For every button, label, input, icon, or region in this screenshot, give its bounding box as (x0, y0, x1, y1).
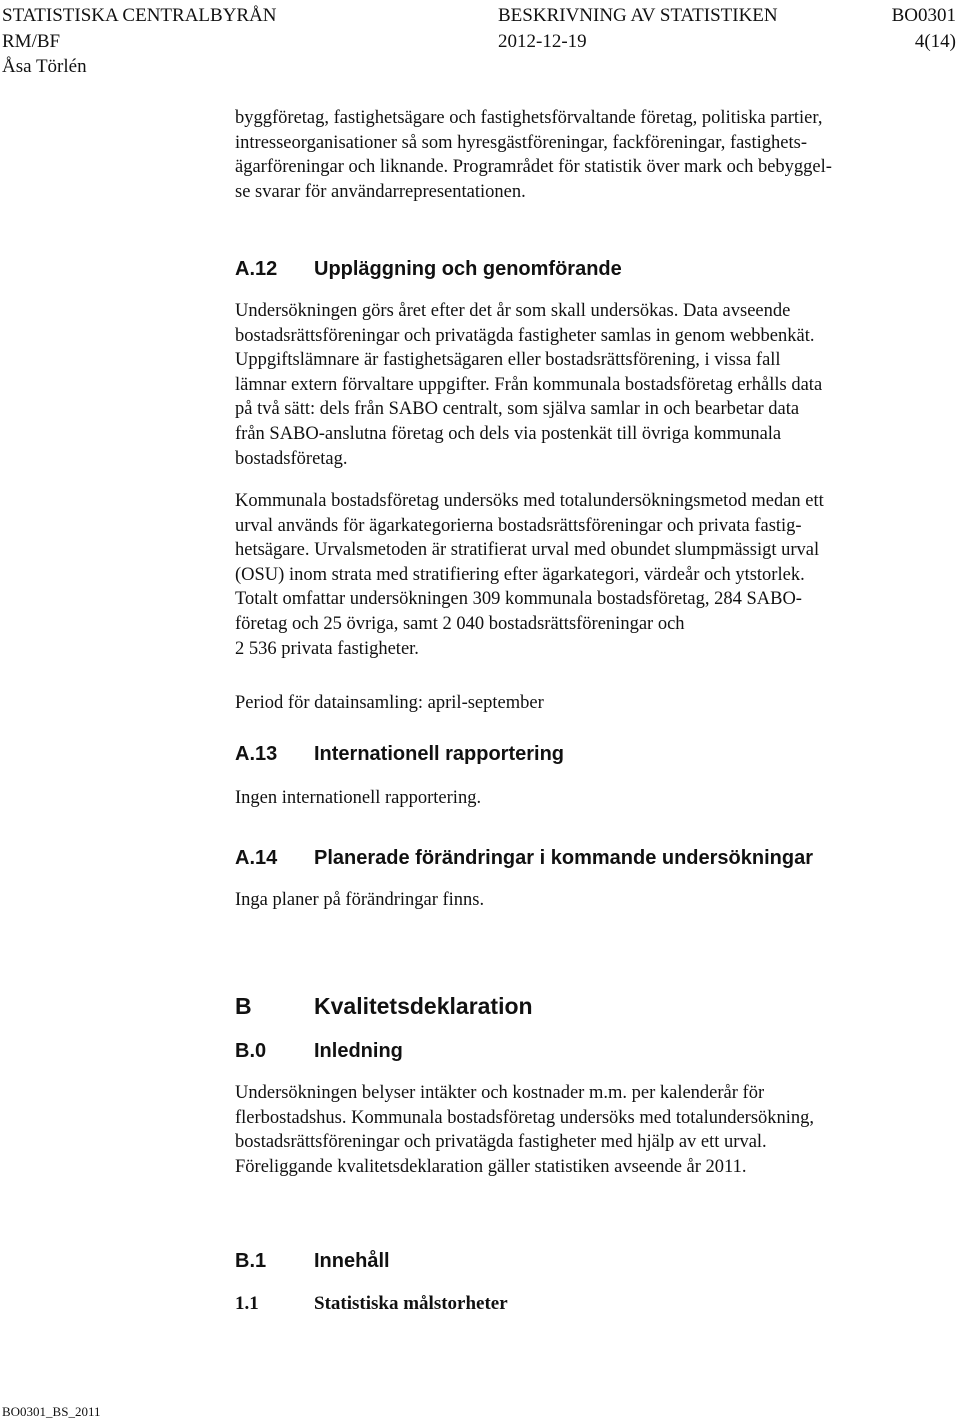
b0-paragraph (235, 1081, 935, 1179)
section-title: Kvalitetsdeklaration (314, 993, 533, 1019)
header-page: 4(14) (914, 31, 956, 52)
text-line: Kommunala bostadsföretag undersöks med totalundersökningsmetod medan ett (235, 491, 824, 511)
a12-paragraph-3 (235, 691, 935, 716)
text-line: byggföretag, fastighetsägare och fastighetsförvaltande företag, politiska partier, (235, 108, 823, 128)
header-author: Åsa Törlén (2, 56, 87, 77)
header-dept: RM/BF (2, 31, 61, 52)
section-title: Internationell rapportering (314, 743, 565, 765)
text-line: bostadsrättsföreningar och privatägda fastigheter med hjälp av ett urval. (235, 1132, 767, 1153)
header-doc-type: BESKRIVNING AV STATISTIKEN (498, 5, 778, 26)
footer-code: BO0301_BS_2011 (2, 1404, 101, 1419)
text-line: Undersökningen belyser intäkter och kostnader m.m. per kalenderår för (235, 1083, 765, 1103)
text-line: företag och 25 övriga, samt 2 040 bostadsrättsföreningar och (235, 613, 685, 634)
section-number: A.13 (235, 743, 278, 765)
section-title: Uppläggning och genomförande (314, 258, 622, 280)
text-line: Undersökningen görs året efter det år som skall undersökas. Data avseende (235, 301, 791, 321)
section-number: B (235, 993, 252, 1019)
header-org: STATISTISKA CENTRALBYRÅN (2, 5, 277, 26)
text-line: flerbostadshus. Kommunala bostadsföretag undersöks med totalundersökning, (235, 1107, 815, 1128)
header-date: 2012-12-19 (498, 31, 587, 52)
text-line: 2 536 privata fastigheter. (235, 638, 419, 659)
text-line: Föreliggande kvalitetsdeklaration gäller statistiken avseende år 2011. (235, 1156, 747, 1177)
section-title: Planerade förändringar i kommande undersökningar (314, 847, 814, 869)
section-title: Inledning (314, 1040, 403, 1062)
text-line: bostadsföretag. (235, 448, 348, 469)
section-number: B.0 (235, 1040, 267, 1062)
text-line: (OSU) inom strata med stratifiering efter ägarkategori, värdeår och ytstorlek. (235, 564, 805, 585)
header-doc-code: BO0301 (891, 5, 956, 26)
text-line: Inga planer på förändringar finns. (235, 890, 485, 910)
text-line: från SABO-anslutna företag och dels via postenkät till övriga kommunala (235, 423, 782, 444)
text-line: se svarar för användarrepresentationen. (235, 181, 526, 202)
text-line: Totalt omfattar undersökningen 309 kommunala bostadsföretag, 284 SABO- (235, 589, 802, 610)
text-line: ägarföreningar och liknande. Programrådet för statistik över mark och bebyggel- (235, 157, 832, 178)
text-line: Ingen internationell rapportering. (235, 788, 482, 808)
a14-paragraph (235, 888, 935, 913)
text-line: på två sätt: dels från SABO centralt, som själva samlar in och bearbetar data (235, 399, 800, 420)
a12-paragraph-1 (235, 299, 935, 471)
intro-paragraph (235, 106, 935, 204)
a13-paragraph (235, 786, 935, 811)
text-line: bostadsrättsföreningar och privatägda fastigheter samlas in genom webbenkät. (235, 325, 815, 346)
section-number: B.1 (235, 1250, 267, 1272)
a12-paragraph-2 (235, 489, 935, 661)
text-line: Period för datainsamling: april-september (235, 693, 544, 713)
section-number: A.14 (235, 847, 278, 869)
text-line: Uppgiftslämnare är fastighetsägaren eller bostadsrättsförening, i vissa fall (235, 350, 781, 371)
text-line: lämnar extern förvaltare uppgifter. Från kommunala bostadsföretag erhålls data (235, 374, 823, 395)
section-title: Statistiska målstorheter (314, 1293, 508, 1314)
section-title: Innehåll (314, 1250, 390, 1272)
text-line: hetsägare. Urvalsmetoden är stratifierat urval med obundet slumpmässigt urval (235, 540, 820, 561)
section-number: 1.1 (235, 1293, 259, 1314)
text-line: intresseorganisationer så som hyresgästföreningar, fackföreningar, fastighets- (235, 132, 808, 153)
text-line: urval används för ägarkategorierna bostadsrättsföreningar och privata fastig- (235, 515, 802, 536)
section-number: A.12 (235, 258, 278, 280)
